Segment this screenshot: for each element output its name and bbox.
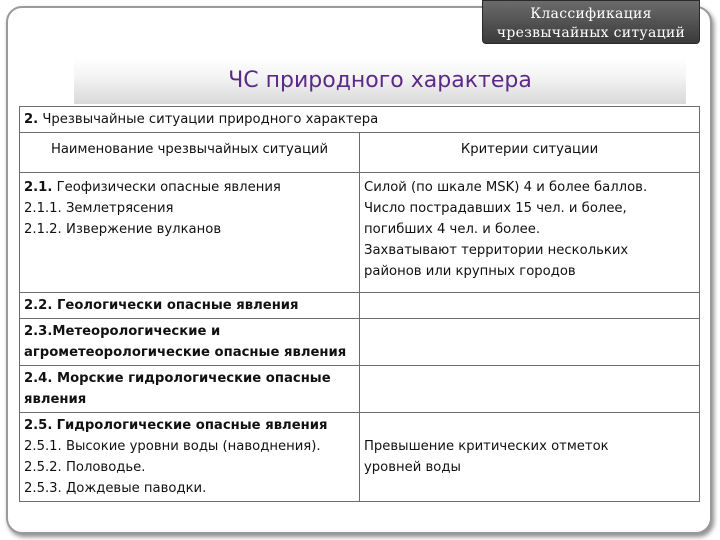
classification-tag-line1: Классификация [530,6,652,22]
slide-title: ЧС природного характера [74,58,686,104]
name-line [24,177,355,198]
item-number: 2.1.2. [24,222,62,237]
name-line [24,198,355,219]
name-line [24,415,355,436]
item-text: Морские гидрологические опасные [56,371,331,386]
classification-table [19,106,700,502]
name-line [24,368,355,389]
item-number: 2.5.3. [24,481,62,496]
table-row [20,319,700,366]
criteria-cell [360,173,700,293]
item-number: 2.3. [24,324,53,339]
item-text: Дождевые паводки. [65,481,207,496]
header-name: Наименование чрезвычайных ситуаций [20,133,360,173]
classification-tag-line2: чрезвычайных ситуаций [496,25,686,41]
name-line [24,389,355,410]
criteria-line: Захватывают территории нескольких [364,243,629,258]
item-number: 2.5.1. [24,439,62,454]
item-number: 2.4. [24,371,53,386]
item-text: Метеорологические и [52,324,221,339]
name-cell [20,413,360,502]
item-text: Гидрологические опасные явления [56,418,328,433]
section-title: Чрезвычайные ситуации природного характера [42,112,379,127]
criteria-cell [360,366,700,413]
criteria-line: Превышение критических отметок [364,439,609,454]
item-text: агрометеорологические опасные явления [24,345,347,360]
classification-tag [482,0,700,44]
name-line [24,295,355,316]
item-number: 2.5. [24,418,53,433]
criteria-line: уровней воды [364,460,461,475]
section-row [20,107,700,133]
criteria-line: Число пострадавших 15 чел. и более, [364,201,627,216]
item-text: явления [24,392,87,407]
name-cell [20,319,360,366]
criteria-cell [360,319,700,366]
name-cell [20,293,360,319]
item-number: 2.1.1. [24,201,62,216]
item-number: 2.5.2. [24,460,62,475]
item-number: 2.1. [24,180,53,195]
item-text: Землетрясения [65,201,174,216]
header-criteria: Критерии ситуации [360,133,700,173]
table-row [20,173,700,293]
criteria-cell [360,293,700,319]
name-cell [20,366,360,413]
criteria-line: погибших 4 чел. и более. [364,222,541,237]
section-number: 2. [24,112,39,127]
name-line [24,219,355,240]
name-line [24,457,355,478]
name-line [24,342,355,363]
name-line [24,478,355,499]
name-cell [20,173,360,293]
header-row [20,133,700,173]
item-number: 2.2. [24,298,53,313]
criteria-cell [360,413,700,502]
item-text: Геологически опасные явления [56,298,299,313]
table-row [20,293,700,319]
item-text: Извержение вулканов [65,222,222,237]
table-row [20,413,700,502]
table-row [20,366,700,413]
name-line [24,321,355,342]
item-text: Высокие уровни воды (наводнения). [65,439,321,454]
name-line [24,436,355,457]
item-text: Геофизически опасные явления [56,180,281,195]
criteria-line [364,415,695,436]
criteria-line: районов или крупных городов [364,264,576,279]
criteria-line: Силой (по шкале MSK) 4 и более баллов. [364,180,648,195]
item-text: Половодье. [65,460,146,475]
section-cell [20,107,700,133]
